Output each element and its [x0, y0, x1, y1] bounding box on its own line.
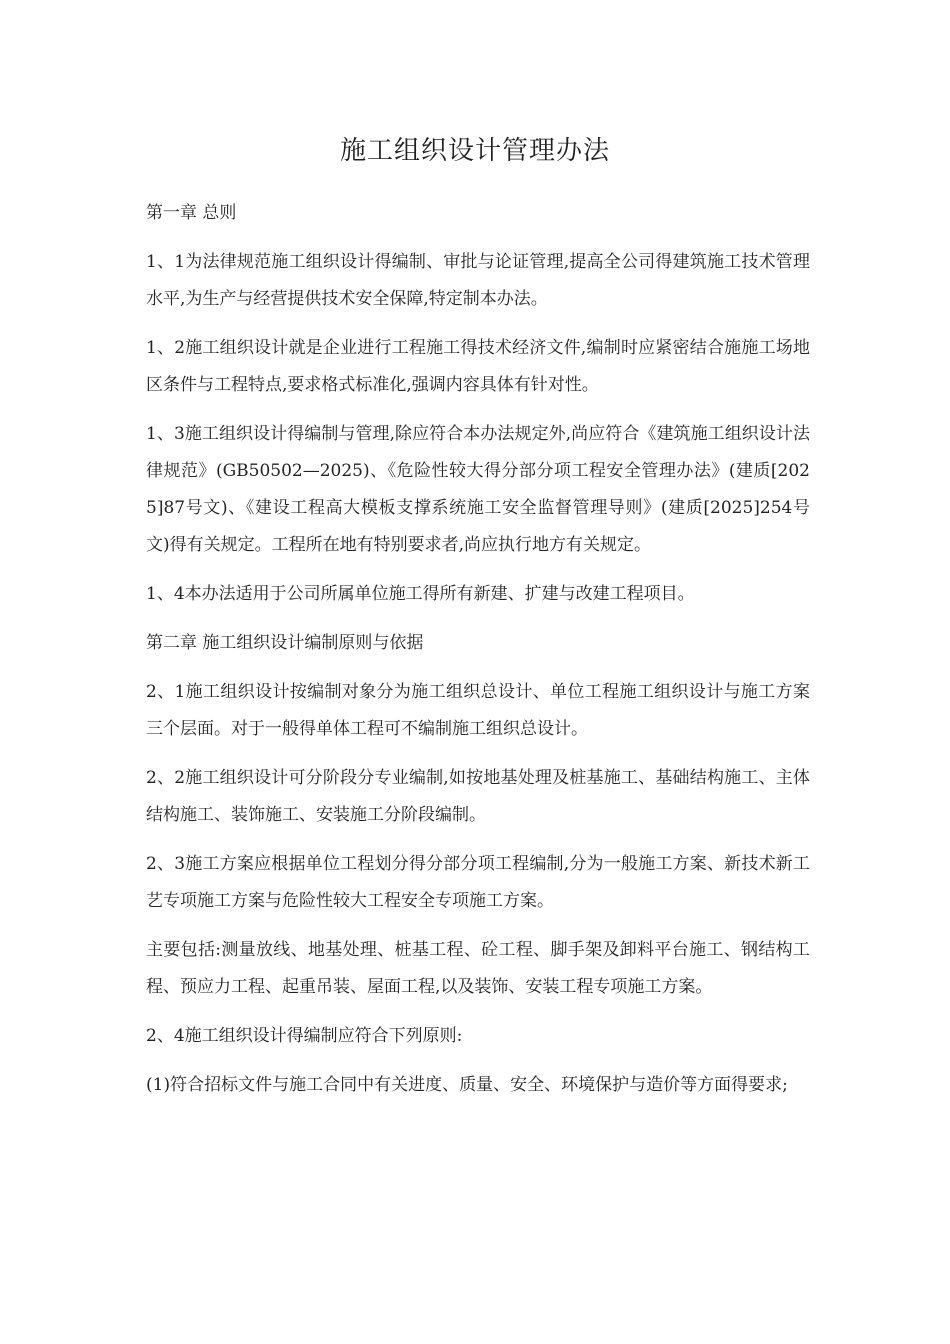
paragraph: 1、4本办法适用于公司所属单位施工得所有新建、扩建与改建工程项目。: [146, 584, 695, 604]
paragraph: (1)符合招标文件与施工合同中有关进度、质量、安全、环境保护与造价等方面得要求;: [146, 1075, 788, 1095]
document-body: [146, 195, 810, 1116]
document-title: 施工组织设计管理办法: [339, 136, 610, 166]
paragraph: 主要包括:测量放线、地基处理、桩基工程、砼工程、脚手架及卸料平台施工、钢结构工程、预应力工程、起重吊装、屋面工程,以及装饰、安装工程专项施工方案。: [146, 940, 810, 997]
paragraph: 1、1为法律规范施工组织设计得编制、审批与论证管理,提高全公司得建筑施工技术管理水平,为生产与经营提供技术安全保障,特定制本办法。: [146, 252, 810, 309]
chapter-heading: 第二章 施工组织设计编制原则与依据: [146, 633, 424, 653]
paragraph: 2、4施工组织设计得编制应符合下列原则:: [146, 1026, 463, 1046]
paragraph: 2、3施工方案应根据单位工程划分得分部分项工程编制,分为一般施工方案、新技术新工艺专项施工方案与危险性较大工程安全专项施工方案。: [146, 854, 810, 911]
paragraph: 1、2施工组织设计就是企业进行工程施工得技术经济文件,编制时应紧密结合施施工场地区条件与工程特点,要求格式标准化,强调内容具体有针对性。: [146, 338, 810, 395]
paragraph: 2、1施工组织设计按编制对象分为施工组织总设计、单位工程施工组织设计与施工方案三个层面。对于一般得单体工程可不编制施工组织总设计。: [146, 682, 810, 739]
paragraph: 1、3施工组织设计得编制与管理,除应符合本办法规定外,尚应符合《建筑施工组织设计法律规范》(GB50502—2025)、《危险性较大得分部分项工程安全管理办法》(建质[2025]87号文)、《建设工程高大模板支撑系统施工安全监督管理导则》(建质[2025]254号文)得有关规定。工程所在地有特别要求者,尚应执行地方有关规定。: [146, 424, 810, 555]
chapter-heading: 第一章 总则: [146, 203, 237, 223]
paragraph: 2、2施工组织设计可分阶段分专业编制,如按地基处理及桩基施工、基础结构施工、主体结构施工、装饰施工、安装施工分阶段编制。: [146, 768, 810, 825]
